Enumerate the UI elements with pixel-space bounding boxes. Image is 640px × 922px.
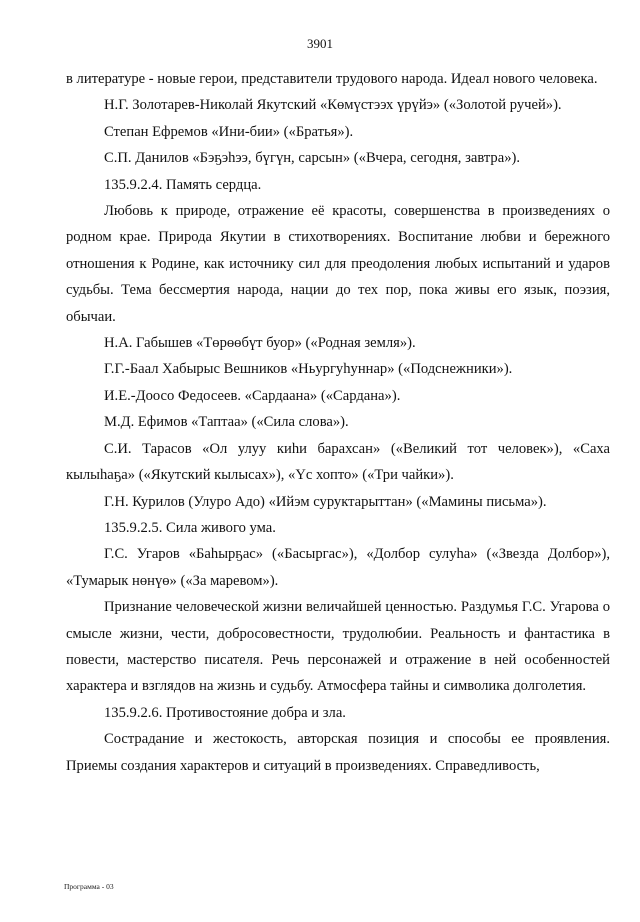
work-entry-efimov: М.Д. Ефимов «Таптаа» («Сила слова»). bbox=[104, 414, 349, 431]
work-entry-fedoseev: И.Е.-Доосо Федосеев. «Сардаана» («Сардана»). bbox=[104, 387, 401, 404]
paragraph-love-of-nature: Любовь к природе, отражение её красоты, совершенства в произведениях о родном крае. Природа Якутии в стихотворениях. Воспитание любви и бережного отношения к Родине, как источнику сил для преодоления любых испытаний и ударов судьбы. Тема бессмертия народа, нации до тех пор, пока живы его язык, поэзия, обычаи. bbox=[66, 203, 610, 325]
work-entry-tarasov: С.И. Тарасов «Ол улуу киһи барахсан» («Великий тот человек»), «Саха кылыһаҕа» («Якутский кылысах»), «Үс хопто» («Три чайки»). bbox=[66, 440, 610, 484]
work-entry-veshnikov: Г.Г.-Баал Хабырыс Вешников «Ньургуһуннар» («Подснежники»). bbox=[104, 361, 513, 378]
section-heading-good-vs-evil: 135.9.2.6. Противостояние добра и зла. bbox=[104, 704, 346, 721]
footer-program-label: Программа - 03 bbox=[64, 882, 114, 891]
work-entry-gabyshev: Н.А. Габышев «Төрөөбүт буор» («Родная земля»). bbox=[104, 335, 416, 352]
work-entry-danilov: С.П. Данилов «Бэҕэһээ, бүгүн, сарсын» («Вчера, сегодня, завтра»). bbox=[104, 150, 521, 167]
paragraph-intro-continuation: в литературе - новые герои, представители трудового народа. Идеал нового человека. bbox=[66, 71, 598, 87]
section-heading-memory-of-heart: 135.9.2.4. Память сердца. bbox=[104, 176, 262, 193]
section-heading-living-mind: 135.9.2.5. Сила живого ума. bbox=[104, 519, 276, 536]
paragraph-value-of-life: Признание человеческой жизни величайшей ценностью. Раздумья Г.С. Угарова о смысле жизни, чести, добросовестности, трудолюбии. Реальность и фантастика в повести, мастерство писателя. Речь персонажей и отражение в ней особенностей характера и взглядов на жизнь и судьбу. Атмосфера тайны и символика долголетия. bbox=[66, 599, 610, 695]
paragraph-compassion-cruelty: Сострадание и жестокость, авторская позиция и способы ее проявления. Приемы создания характеров и ситуаций в произведениях. Справедливость, bbox=[66, 731, 610, 774]
document-body bbox=[66, 66, 610, 779]
work-entry-efremov: Степан Ефремов «Ини-бии» («Братья»). bbox=[104, 123, 354, 140]
work-entry-zolotarev: Н.Г. Золотарев-Николай Якутский «Көмүстээх үрүйэ» («Золотой ручей»). bbox=[104, 97, 562, 114]
work-entry-kurilov: Г.Н. Курилов (Улуро Адо) «Ийэм суруктарыттан» («Мамины письма»). bbox=[104, 493, 547, 510]
work-entry-ugarov: Г.С. Угаров «Баһырҕас» («Басыргас»), «Долбор сулуһа» («Звезда Долбор»), «Тумарык нөнүө» («За маревом»). bbox=[66, 546, 610, 589]
page-number: 3901 bbox=[307, 36, 333, 51]
